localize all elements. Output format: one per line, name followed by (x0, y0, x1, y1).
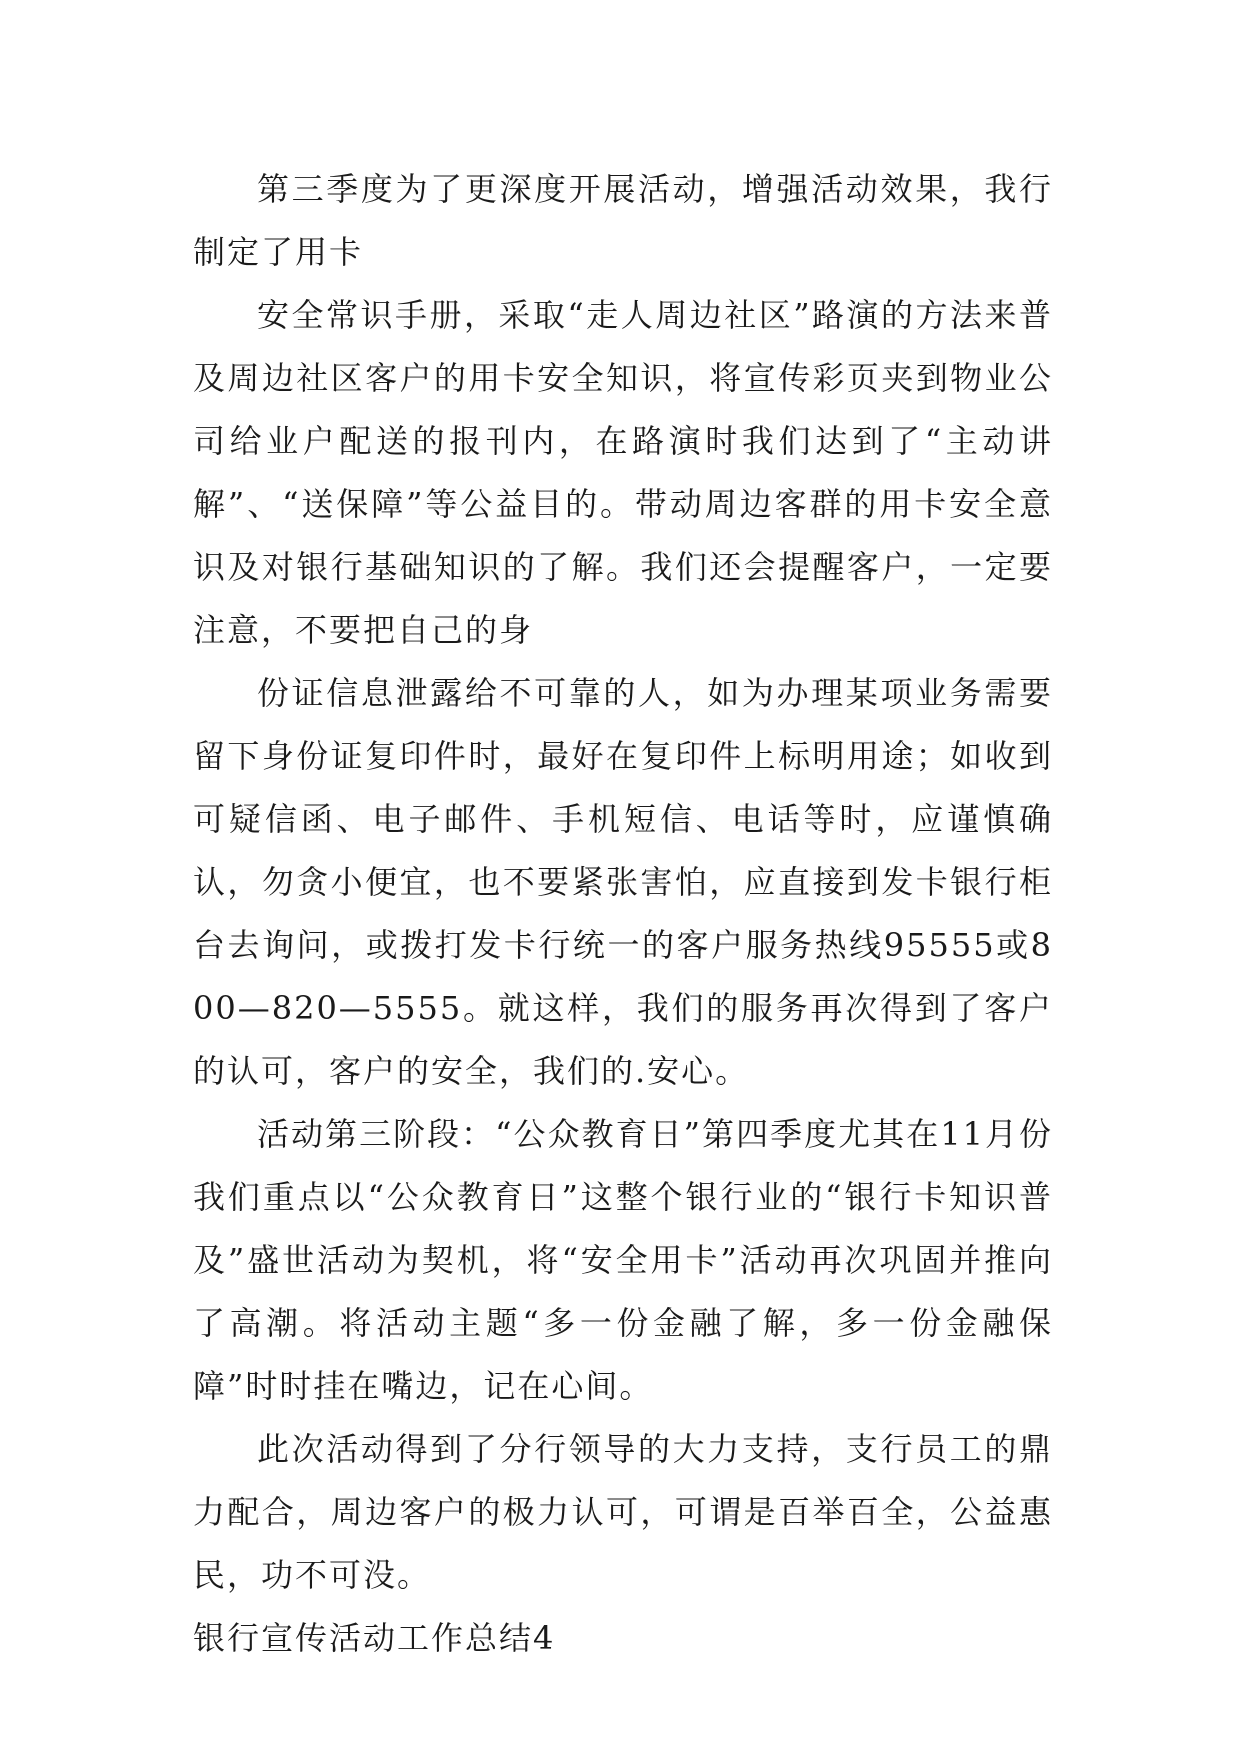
paragraph-5: 此次活动得到了分行领导的大力支持，支行员工的鼎力配合，周边客户的极力认可，可谓是百举百全，公益惠民，功不可没。 (193, 1430, 1053, 1594)
document-body (193, 158, 1053, 1670)
paragraph-2: 安全常识手册，采取“走人周边社区”路演的方法来普及周边社区客户的用卡安全知识，将宣传彩页夹到物业公司给业户配送的报刊内，在路演时我们达到了“主动讲解”、“送保障”等公益目的。带动周边客群的用卡安全意识及对银行基础知识的了解。我们还会提醒客户，一定要注意，不要把自己的身 (193, 296, 1053, 649)
paragraph-1: 第三季度为了更深度开展活动，增强活动效果，我行制定了用卡 (193, 170, 1053, 271)
paragraph-3: 份证信息泄露给不可靠的人，如为办理某项业务需要留下身份证复印件时，最好在复印件上标明用途；如收到可疑信函、电子邮件、手机短信、电话等时，应谨慎确认，勿贪小便宜，也不要紧张害怕，应直接到发卡银行柜台去询问，或拨打发卡行统一的客户服务热线95555或800—820—5555。就这样，我们的服务再次得到了客户的认可，客户的安全，我们的.安心。 (193, 674, 1053, 1090)
paragraph-4: 活动第三阶段：“公众教育日”第四季度尤其在11月份我们重点以“公众教育日”这整个银行业的“银行卡知识普及”盛世活动为契机，将“安全用卡”活动再次巩固并推向了高潮。将活动主题“多一份金融了解，多一份金融保障”时时挂在嘴边，记在心间。 (193, 1115, 1053, 1405)
section-heading: 银行宣传活动工作总结4 (193, 1619, 556, 1657)
